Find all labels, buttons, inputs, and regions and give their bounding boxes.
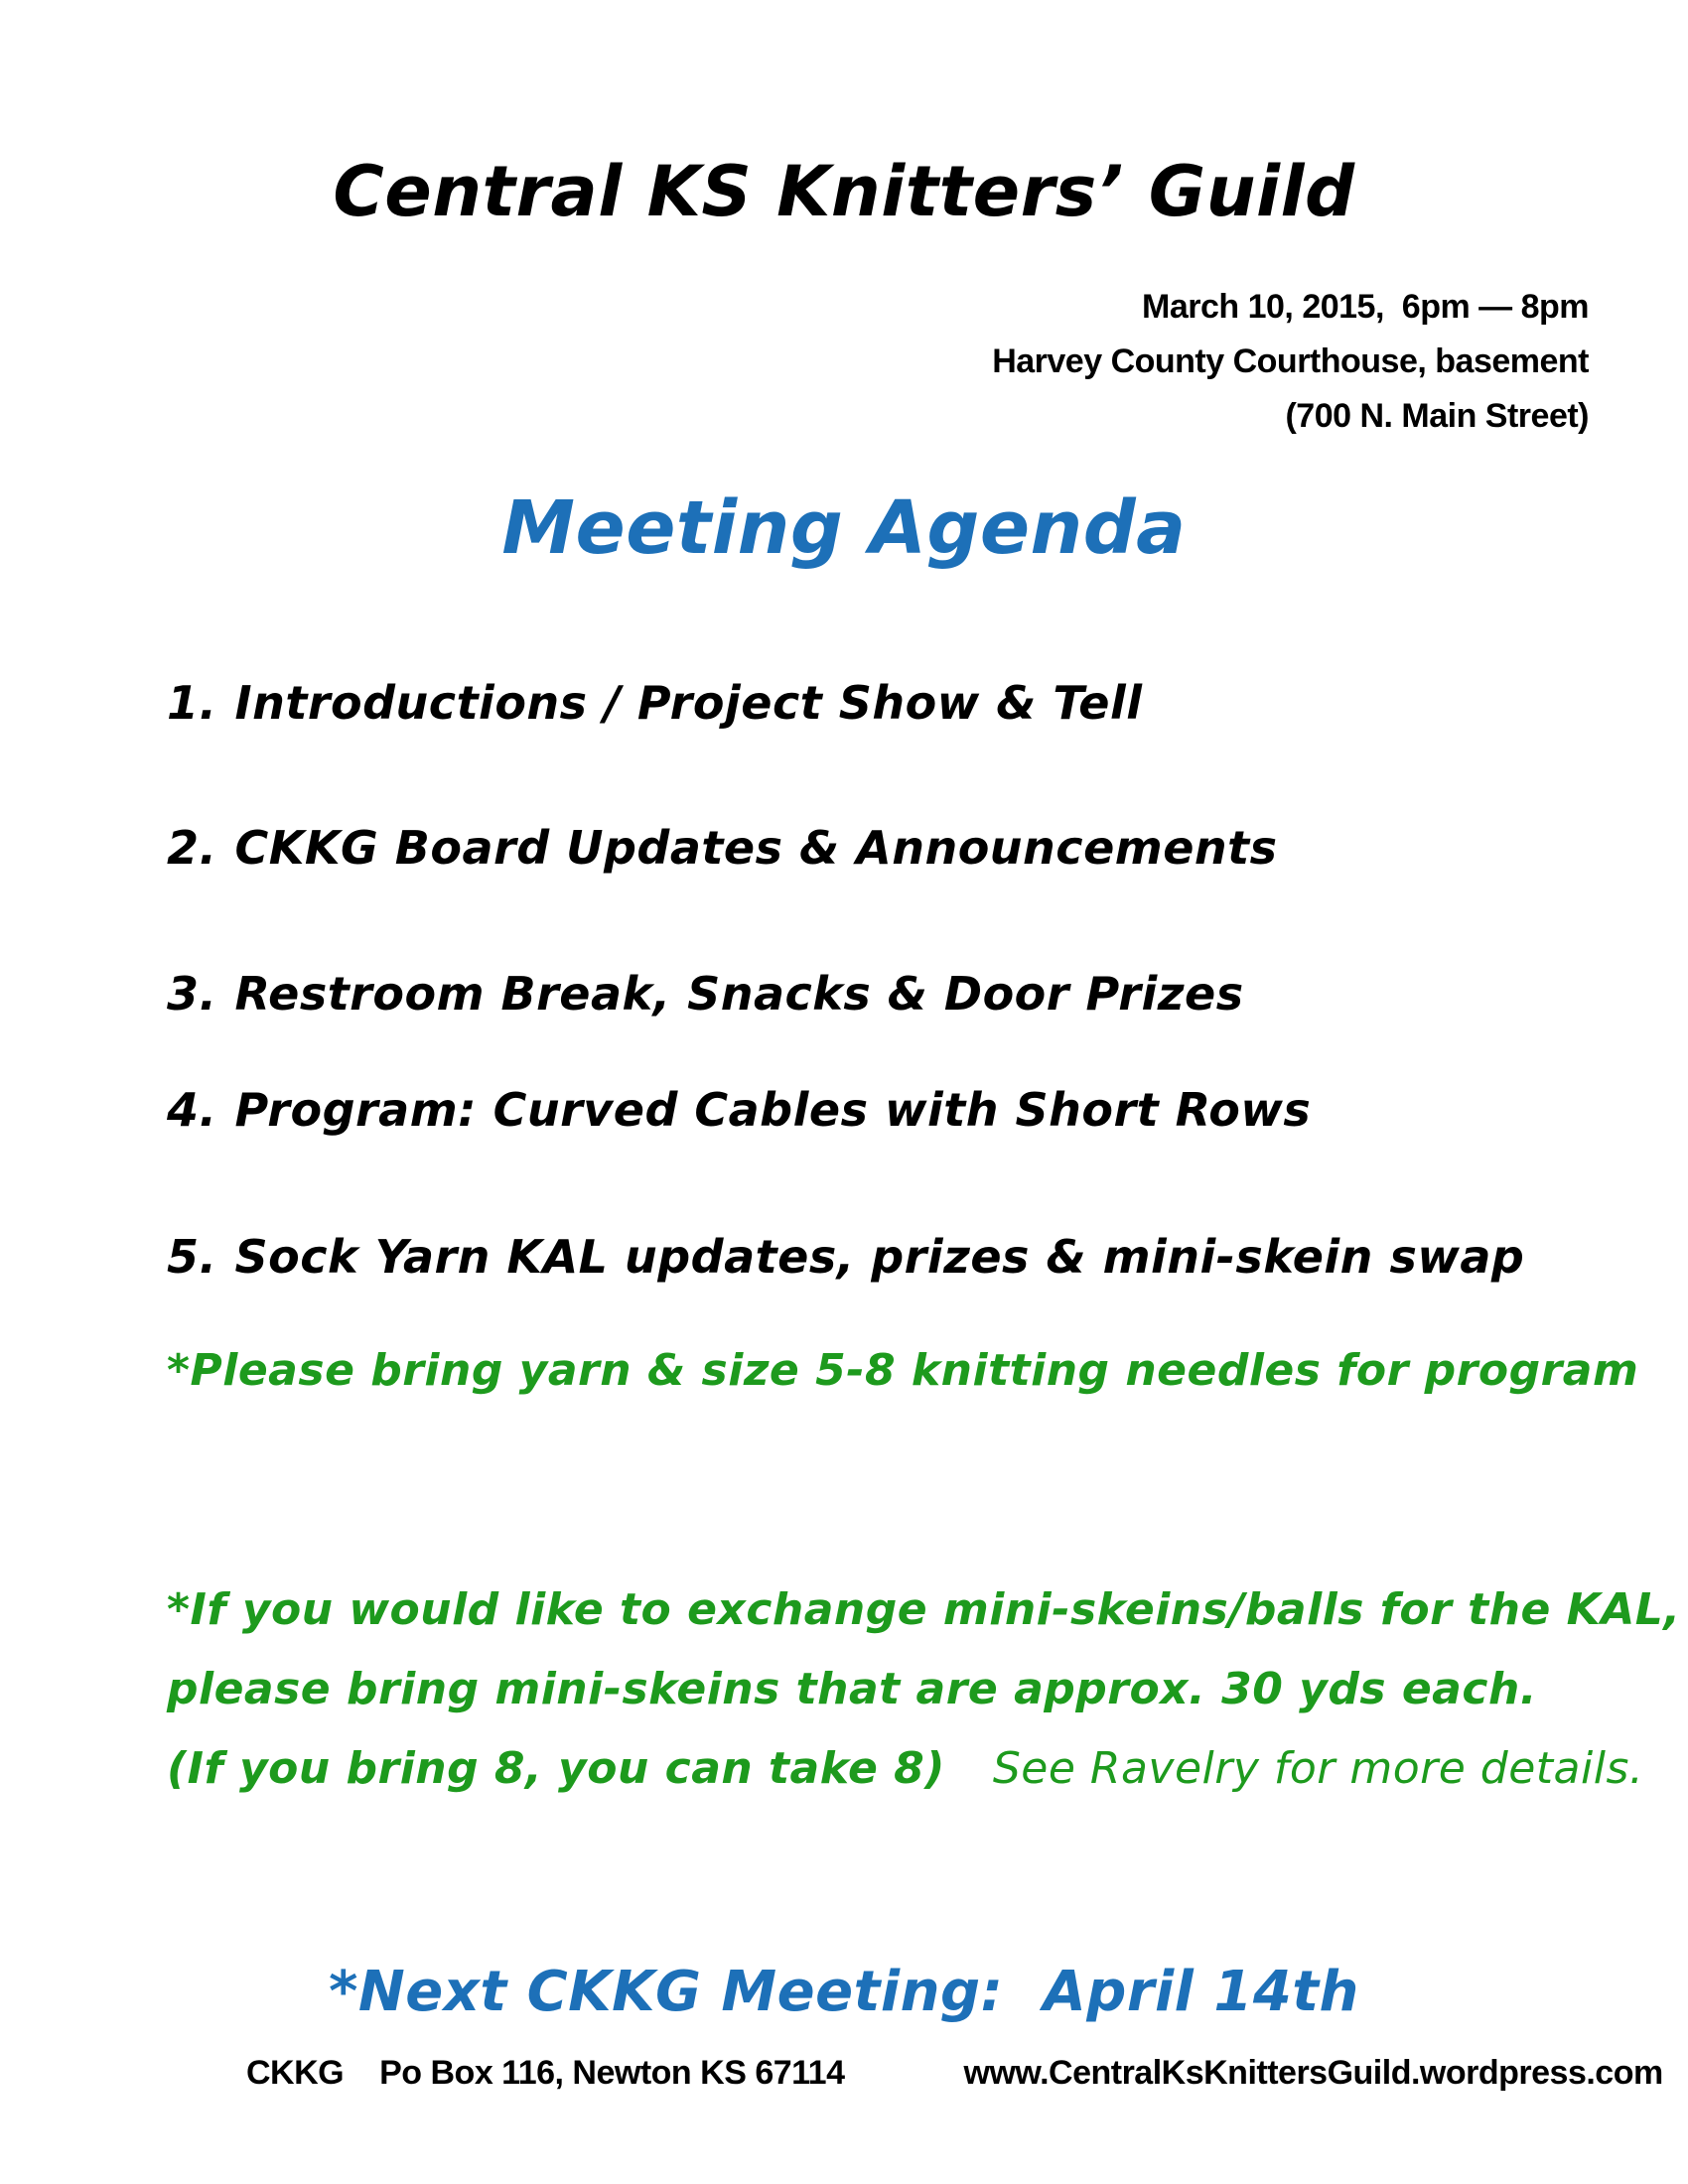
agenda-item-text: Sock Yarn KAL updates, prizes & mini-skein swap	[234, 1230, 1525, 1284]
agenda-item-number: 5.	[167, 1230, 217, 1284]
agenda-item-3	[167, 962, 1244, 1025]
agenda-item-5	[167, 1225, 1524, 1289]
agenda-item-text: Introductions / Project Show & Tell	[234, 676, 1143, 730]
footer-org-name: CKKG	[246, 2054, 345, 2092]
event-address: (700 N. Main Street)	[1285, 397, 1589, 435]
swap-note-ravelry-reference: See Ravelry for more details.	[992, 1743, 1644, 1794]
mini-skein-swap-note	[167, 1570, 1681, 1809]
agenda-item-number: 1.	[167, 676, 217, 730]
agenda-item-number: 4.	[167, 1083, 217, 1137]
swap-note-line-1: *If you would like to exchange mini-skeins/balls for the KAL,	[167, 1584, 1681, 1635]
agenda-heading: Meeting Agenda	[501, 485, 1187, 571]
agenda-item-4	[167, 1078, 1311, 1142]
agenda-item-number: 2.	[167, 821, 217, 875]
agenda-item-2	[167, 816, 1278, 880]
agenda-item-text: CKKG Board Updates & Announcements	[234, 821, 1278, 875]
swap-note-exchange-rule: (If you bring 8, you can take 8)	[167, 1743, 945, 1794]
swap-note-line-2: please bring mini-skeins that are approx. 30 yds each.	[167, 1664, 1537, 1714]
next-meeting-banner: *Next CKKG Meeting: April 14th	[329, 1960, 1359, 2024]
agenda-item-1	[167, 671, 1143, 735]
event-details	[992, 280, 1589, 444]
swap-note-line-3	[167, 1729, 1681, 1809]
agenda-item-number: 3.	[167, 967, 217, 1021]
event-datetime: March 10, 2015, 6pm — 8pm	[1142, 288, 1589, 326]
program-supplies-note: *Please bring yarn & size 5-8 knitting needles for program	[167, 1345, 1639, 1396]
agenda-item-text: Program: Curved Cables with Short Rows	[234, 1083, 1312, 1137]
footer-mailing-address: Po Box 116, Newton KS 67114	[379, 2054, 845, 2092]
agenda-item-text: Restroom Break, Snacks & Door Prizes	[234, 967, 1244, 1021]
event-location: Harvey County Courthouse, basement	[992, 342, 1589, 380]
footer	[246, 2051, 1663, 2095]
document-title: Central KS Knitters’ Guild	[333, 151, 1355, 232]
footer-website-url: www.CentralKsKnittersGuild.wordpress.com	[963, 2054, 1663, 2092]
